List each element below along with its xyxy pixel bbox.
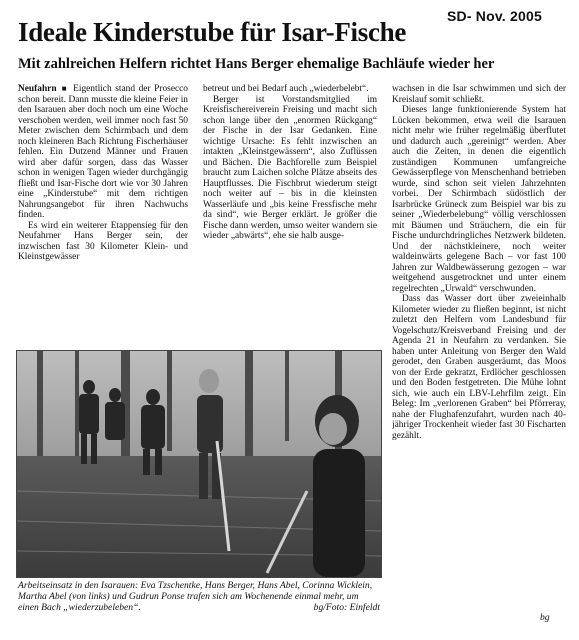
dateline-square-icon: ■ xyxy=(58,84,72,93)
column-1-paragraph-1: Neufahrn ■ Eigentlich stand der Prosecco schon bereit. Dann musste die kleine Feier in den Isarauen aber doch noch um eine Woche verschoben werden, weil immer noch fast 50 Meter zwischen dem Schirmbach und dem noch kleineren Bach Richtung Fischerhäuser fehlen. Ein Dutzend Männer und Frauen wird aber dafür sorgen, dass das Wasser schon in wenigen Tagen wieder durchgängig fließt und Isar-Fische dort wie vor 30 Jahren eine „Kinderstube“ mit dem richtigen Nahrungsangebot für ihren Nachwuchs finden. xyxy=(18,84,188,220)
column-3-paragraph-1: wachsen in die Isar schwimmen und sich der Kreislauf somit schließt. xyxy=(392,84,566,105)
column-2-paragraph-2: Berger ist Vorstandsmitglied im Kreisfischereiverein Freising und macht sich schon lange über den „enormen Rückgang“ der Fische in der Isar Gedanken. Eine wichtige Ursache: Es fehlt inzwischen an intakten „Kleinstgewässern“, also Zuflüssen und Bächen. Die Bachforelle zum Beispiel braucht zum Laichen solche Plätze abseits des Hauptflusses. Die Fischbrut wiederum steigt noch weiter auf – bis in die kleinsten Wasserläufe und „bis keine Fressfische mehr da sind“, wie Berger erklärt. Je größer die Fische dann werden, umso weiter wandern sie wieder „abwärts“, ehe sie halb ausge- xyxy=(203,94,377,241)
article-photo xyxy=(16,350,382,578)
column-1-paragraph-2: Es wird ein weiterer Etappensieg für den Neufahrner Hans Berger sein, der inzwischen fast 30 Kilometer Klein- und Kleinstgewässer xyxy=(18,220,188,262)
column-3-paragraph-2: Dieses lange funktionierende System hat Lücken bekommen, etwa weil die Isarauen nicht mehr wie früher regelmäßig überflutet und dadurch auch „gereinigt“ werden. Aber auch die Zeiten, in denen die eigentlich zuständigen Kommunen umfangreiche Gewässerpflege von Menschenhand betrieben wurde, sind schon seit vielen Jahrzehnten vorbei. Der Schirmbach südöstlich der Isarbrücke Grüneck zum Beispiel war bis zu seiner „Wiederbelebung“ völlig verschlossen mit Bäumen und Sträuchern, die ein für Fische undurchdringliches Netzwerk bildeten. Und der nächstkleinere, noch weiter waldeinwärts gelegene Bach – vor fast 100 Jahren zur Waldbewässerung gezogen – war weitgehend ausgetrocknet und unter einem regelrechten „Urwald“ verschwunden. xyxy=(392,105,566,294)
article-column-1 xyxy=(18,84,188,334)
column-3-paragraph-3: Dass das Wasser dort über zweieinhalb Kilometer wieder zu fließen beginnt, ist nicht zuletzt den Helfern vom Landesbund für Vogelschutz/Kreisverband Freising und der Agenda 21 in Neufahrn zu verdanken. Sie haben unter Anleitung von Berger den Wald gerodet, den Graben ausgeräumt, das Moos von der Erde gekratzt, Erdlöcher geschlossen und den Boden festgetreten. Die Mühe lohnt sich, wie auch ein LBV-Lehrfilm zeigt. Ein Beleg: Im „verlorenen Graben“ bei Pförreraу, nahe der Flughafenzufahrt, wurden nach 40-jähriger Trockenheit wieder fast 30 Fischarten gezählt. xyxy=(392,294,566,441)
author-initials: bg xyxy=(540,612,550,623)
photo-caption: Arbeitseinsatz in den Isarauen: Eva Tzschentke, Hans Berger, Hans Abel, Corinna Wicklein, Martha Abel (von links) und Gudrun Ponse trafen sich am Wochenende einmal mehr, um einen Bach „wiederzubeleben“. xyxy=(18,580,373,613)
article-column-3 xyxy=(392,84,566,624)
column-2-paragraph-1: betreut und bei Bedarf auch „wiederbelebt“. xyxy=(203,84,369,94)
headline: Ideale Kinderstube für Isar-Fische xyxy=(18,17,407,47)
photo-credit: bg/Foto: Einfeldt xyxy=(313,602,380,613)
subheadline: Mit zahlreichen Helfern richtet Hans Berger ehemalige Bachläufe wieder her xyxy=(18,56,495,72)
dateline: Neufahrn ■ xyxy=(18,84,72,94)
date-stamp: SD- Nov. 2005 xyxy=(447,8,542,24)
article-column-2 xyxy=(203,84,377,334)
